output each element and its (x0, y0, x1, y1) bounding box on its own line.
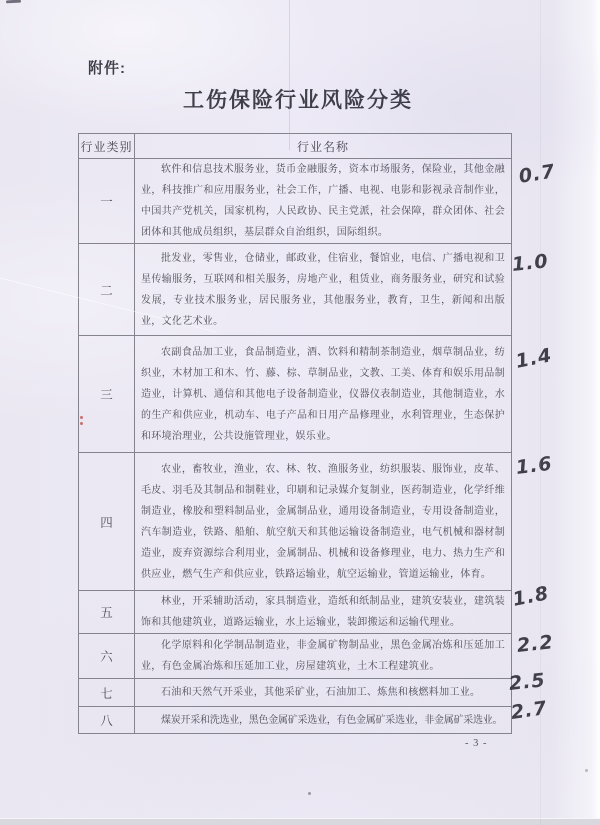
industries-cell (135, 244, 512, 336)
category-cell: 一 (79, 159, 135, 244)
handwritten-rate: 2.5 (507, 669, 547, 695)
table-row (79, 244, 512, 336)
industries-text: 化学原料和化学制品制造业，非金属矿物制品业，黑色金属冶炼和压延加工业，有色金属冶炼和压延加工业，房屋建筑业，土木工程建筑业。 (141, 640, 505, 672)
industries-text: 农业，畜牧业，渔业，农、林、牧、渔服务业，纺织服装、服饰业，皮革、毛皮、羽毛及其制品和制鞋业，印刷和记录媒介复制业，医药制造业，化学纤维制造业，橡胶和塑料制品业，金属制品业，通用设备制造业，专用设备制造业，汽车制造业，铁路、船舶、航空航天和其他运输设备制造业，电气机械和器材制造业，废弃资源综合利用业，金属制品、机械和设备修理业，电力、热力生产和供应业，燃气生产和供应业，铁路运输业，航空运输业，管道运输业，体育。 (141, 463, 505, 580)
attachment-label: 附件: (88, 60, 126, 77)
page-title: 工伤保险行业风险分类 (183, 89, 413, 112)
industries-text: 软件和信息技术服务业，货币金融服务，资本市场服务，保险业，其他金融业，科技推广和应用服务业，社会工作，广播、电视、电影和影视录音制作业，中国共产党机关，国家机构，人民政协、民主党派，社会保障，群众团体、社会团体和其他成员组织，基层群众自治组织，国际组织。 (141, 164, 505, 238)
industries-cell (135, 453, 512, 591)
industries-cell (135, 634, 512, 679)
column-header-industry: 行业名称 (135, 134, 512, 159)
category-cell: 六 (79, 634, 135, 679)
page-number: - 3 - (465, 738, 488, 749)
handwritten-rate: 1.4 (513, 344, 555, 373)
paper-crease (289, 0, 290, 150)
industries-text: 农副食品加工业，食品制造业，酒、饮料和精制茶制造业，烟草制品业，纺织业，木材加工和木、竹、藤、棕、草制品业，文教、工美、体育和娱乐用品制造业，计算机、通信和其他电子设备制造业，仪器仪表制造业，其他制造业，水的生产和供应业，机动车、电子产品和日用产品修理业，水利管理业，生态保护和环境治理业，公共设施管理业，娱乐业。 (141, 346, 505, 442)
scan-artifact-dot (308, 792, 311, 795)
category-cell: 八 (79, 707, 135, 734)
scan-edge-shadow (0, 818, 600, 825)
industries-cell (135, 591, 512, 634)
table-row (79, 453, 512, 591)
table-row (79, 336, 512, 453)
scan-artifact-corner-mark (6, 0, 21, 3)
industries-cell (135, 159, 512, 244)
industries-text: 林业，开采辅助活动，家具制造业，造纸和纸制品业，建筑安装业，建筑装饰和其他建筑业，道路运输业，水上运输业，装卸搬运和运输代理业。 (141, 596, 505, 628)
scan-artifact-dot (585, 769, 588, 772)
column-header-category: 行业类别 (79, 134, 135, 159)
industries-cell (135, 336, 512, 453)
industries-text: 石油和天然气开采业，其他采矿业，石油加工、炼焦和核燃料加工业。 (161, 687, 481, 698)
industry-risk-table (78, 133, 512, 734)
table-row (79, 591, 512, 634)
category-cell: 三 (79, 336, 135, 453)
table-row (79, 634, 512, 679)
scan-artifact-red-dot (80, 416, 83, 419)
industries-cell (135, 679, 512, 707)
category-cell: 五 (79, 591, 135, 634)
handwritten-rate: 1.8 (510, 582, 552, 611)
handwritten-rate: 1.6 (514, 452, 554, 479)
table-header-row (79, 134, 512, 159)
paper-crease (540, 0, 541, 825)
handwritten-rate: 2.7 (509, 697, 549, 724)
table-row (79, 707, 512, 734)
handwritten-rate: 2.2 (515, 631, 555, 657)
category-cell: 二 (79, 244, 135, 336)
industries-text: 批发业，零售业，仓储业，邮政业，住宿业，餐馆业，电信、广播电视和卫星传输服务，互联网和相关服务，房地产业，租赁业，商务服务业，研究和试验发展，专业技术服务业，居民服务业，其他服务业，教育，卫生，新闻和出版业，文化艺术业。 (141, 252, 505, 327)
table-row (79, 679, 512, 707)
category-cell: 七 (79, 679, 135, 707)
industries-cell (135, 707, 512, 734)
handwritten-rate: 1.0 (510, 250, 550, 276)
handwritten-rate: 0.7 (517, 160, 557, 188)
category-cell: 四 (79, 453, 135, 591)
industries-text: 煤炭开采和洗选业，黑色金属矿采选业，有色金属矿采选业，非金属矿采选业。 (161, 714, 503, 726)
table-row (79, 159, 512, 244)
